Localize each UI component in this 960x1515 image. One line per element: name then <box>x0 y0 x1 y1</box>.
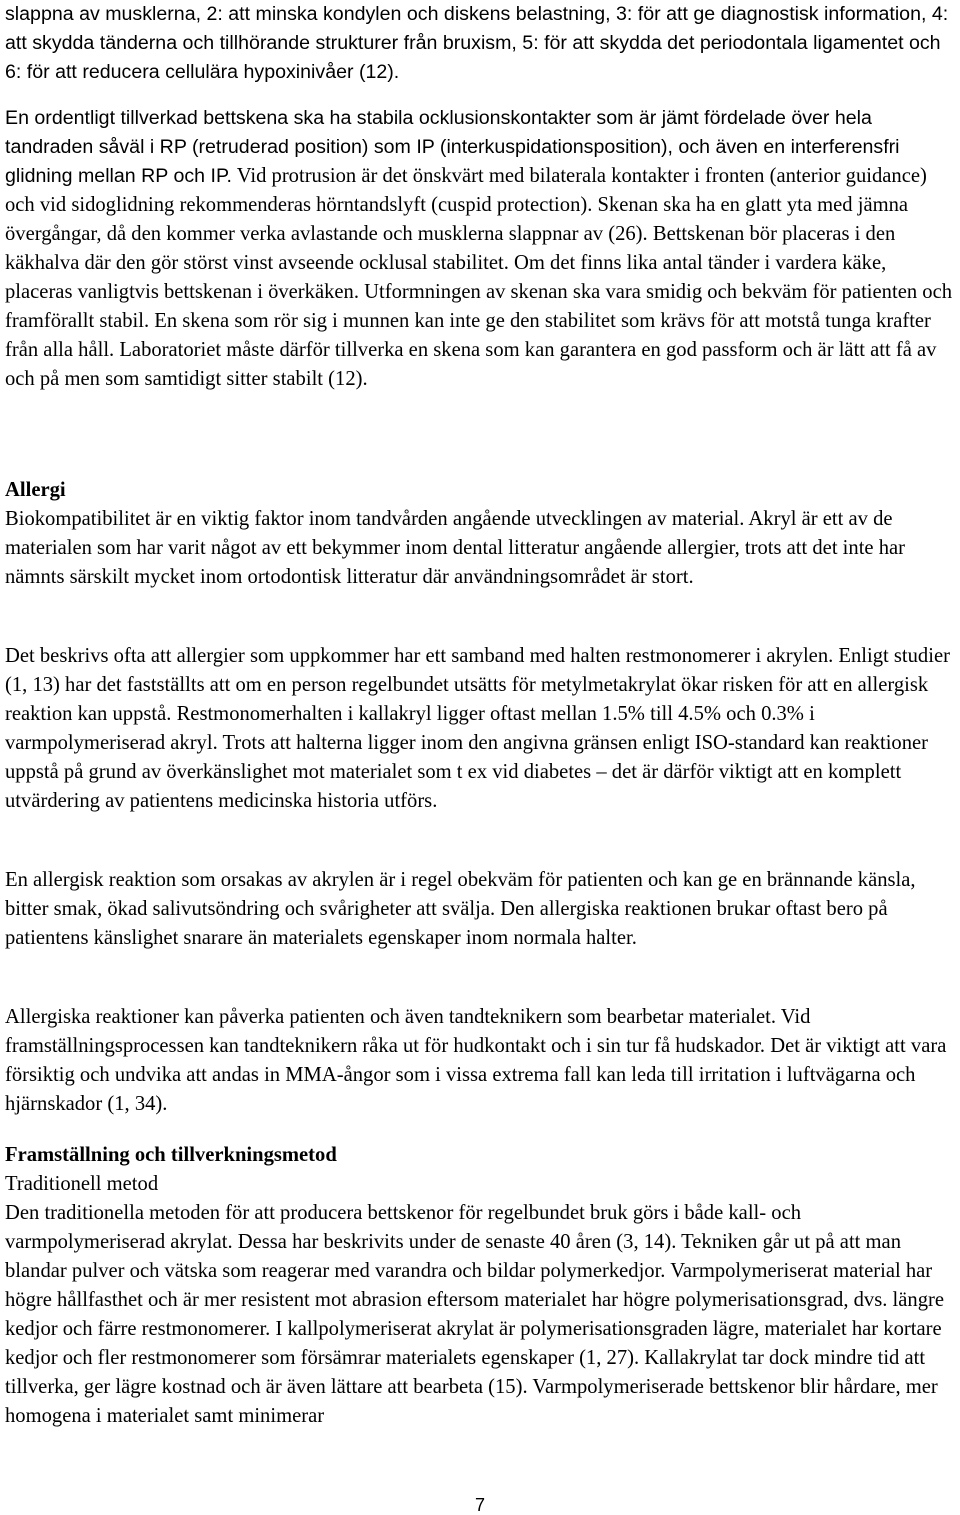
heading-allergi: Allergi <box>5 479 66 501</box>
intro-paragraph: slappna av musklerna, 2: att minska kondylen och diskens belastning, 3: för att ge diagnostisk information, 4: att skydda tänderna och tillhörande strukturer från bruxism, 5: för att skydda det periodontala ligamentet och 6: för att reducera cellulära hypoxinivåer (12). <box>5 3 949 83</box>
allergi-paragraph-4: Allergiska reaktioner kan påverka patienten och även tandteknikern som bearbetar materialet. Vid framställningsprocessen kan tandteknikern råka ut för hudkontakt och i sin tur få hudskador. Det är viktigt att vara försiktig och undvika att andas in MMA-ångor som i vissa extrema fall kan leda till irritation i luftvägarna och hjärnskador (1, 34). <box>5 1006 947 1115</box>
splint-requirements-sans-text: En ordentligt tillverkad bettskena ska ha stabila ocklusionskontakter som är jämt fördelade över hela tandraden såväl i RP (retruderad position) som IP (interkuspidationsposition), och även en interferensfri glidning mellan RP och IP. <box>5 107 900 187</box>
subheading-traditionell-metod: Traditionell metod <box>5 1173 159 1195</box>
heading-framstallning: Framställning och tillverkningsmetod <box>5 1144 337 1166</box>
page-number: 7 <box>474 1495 485 1515</box>
allergi-paragraph-1: Biokompatibilitet är en viktig faktor inom tandvården angående utvecklingen av material. Akryl är ett av de materialen som har varit något av ett bekymmer inom dental litteratur angående allergier, trots att det inte har nämnts särskilt mycket inom ortodontisk litteratur där användningsområdet är stort. <box>5 508 906 588</box>
splint-requirements-paragraph <box>5 104 954 394</box>
traditionell-metod-paragraph: Den traditionella metoden för att producera bettskenor för regelbundet bruk görs i både kall- och varmpolymeriserad akrylat. Dessa har beskrivits under de senaste 40 åren (3, 14). Tekniken går ut på att man blandar pulver och vätska som reagerar med varandra och bildar polymerkedjor. Varmpolymeriserat material har högre hållfasthet och är mer resistent mot abrasion eftersom materialet har högre polymerisationsgrad, dvs. längre kedjor och färre restmonomerer. I kallpolymeriserat akrylat är polymerisationsgraden lägre, materialet har kortare kedjor och fler restmonomerer som försämrar materialets egenskaper (1, 27). Kallakrylat tar dock mindre tid att tillverka, ger lägre kostnad och är även lättare att bearbeta (15). Varmpolymeriserade bettskenor blir hårdare, mer homogena i materialet samt minimerar <box>5 1202 944 1427</box>
splint-requirements-serif-text: Vid protrusion är det önskvärt med bilaterala kontakter i fronten (anterior guidance) och vid sidoglidning rekommenderas hörntandslyft (cuspid protection). Skenan ska ha en glatt yta med jämna övergångar, då den kommer verka avlastande och musklerna slappnar av (26). Bettskenan bör placeras i den käkhalva där den gör störst vinst avseende ocklusal stabilitet. Om det finns lika antal tänder i vardera käke, placeras vanligtvis bettskenan i överkäken. Utformningen av skenan ska vara smidig och bekväm för patienten och framförallt stabil. En skena som rör sig i munnen kan inte ge den stabilitet som krävs för att motstå tunga krafter från alla håll. Laboratoriet måste därför tillverka en skena som kan garantera en god passform och är lätt att få av och på men som samtidigt sitter stabilt (12). <box>5 165 953 390</box>
allergi-paragraph-3: En allergisk reaktion som orsakas av akrylen är i regel obekväm för patienten och kan ge en brännande känsla, bitter smak, ökad salivutsöndring och svårigheter att svälja. Den allergiska reaktionen brukar oftast bero på patientens känslighet snarare än materialets egenskaper inom normala halter. <box>5 869 916 949</box>
allergi-paragraph-2: Det beskrivs ofta att allergier som uppkommer har ett samband med halten restmonomerer i akrylen. Enligt studier (1, 13) har det fastställts att om en person regelbundet utsätts för metylmetakrylat ökar risken för att en allergisk reaktion kan uppstå. Restmonomerhalten i kallakryl ligger oftast mellan 1.5% till 4.5% och 0.3% i varmpolymeriserad akryl. Trots att halterna ligger inom den angivna gränsen enligt ISO-standard kan reaktioner uppstå på grund av överkänslighet mot materialet som t ex vid diabetes – det är därför viktigt att en komplett utvärdering av patientens medicinska historia utförs. <box>5 645 950 812</box>
